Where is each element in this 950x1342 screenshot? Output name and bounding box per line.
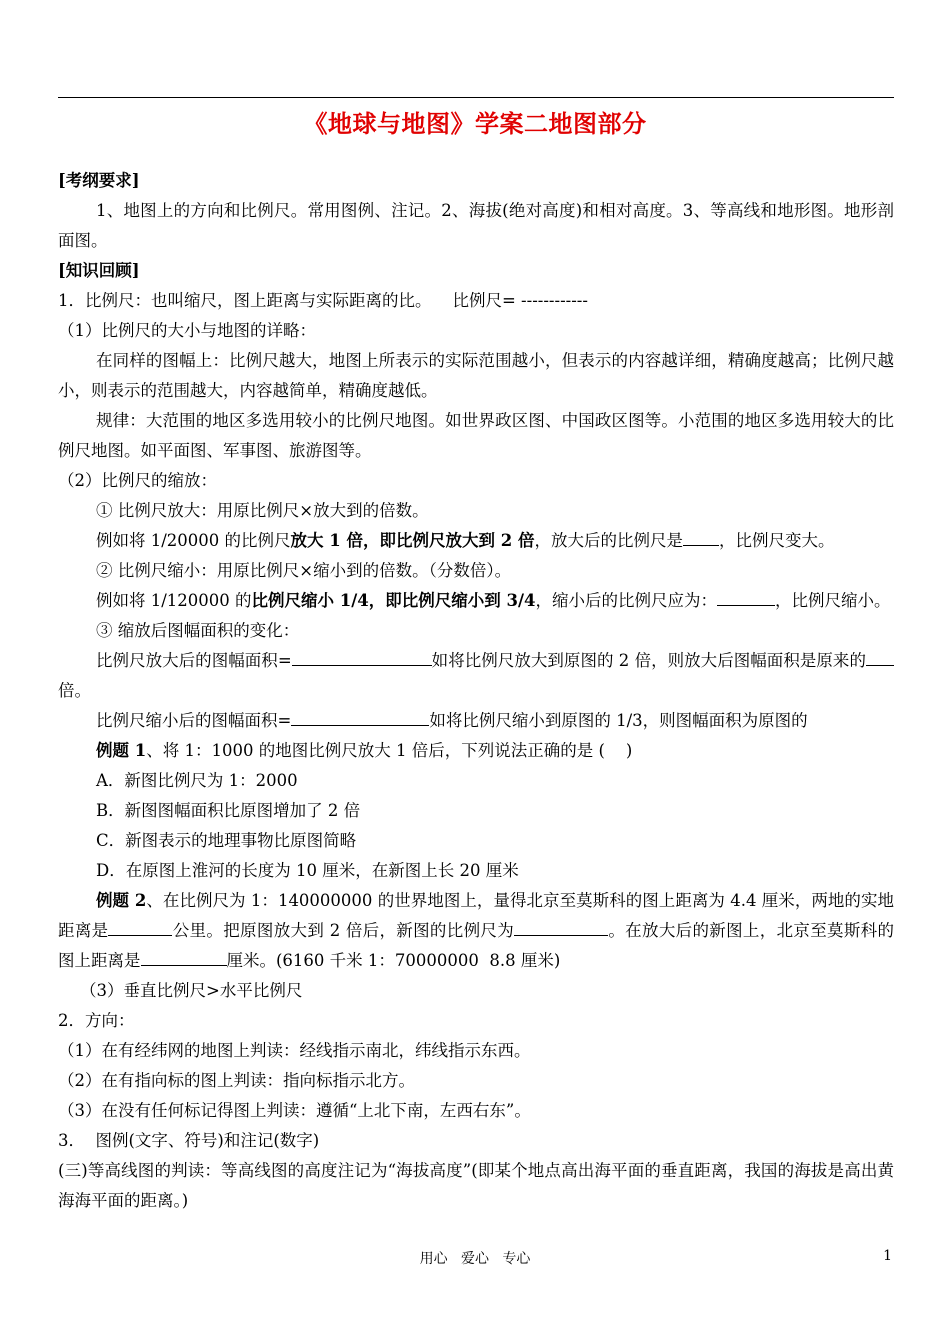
scale-definition: 1．比例尺：也叫缩尺，图上距离与实际距离的比。 比例尺= ------------: [58, 291, 588, 310]
area-reduce-b: 如将比例尺缩小到原图的 1/3，则图幅面积为原图的: [429, 711, 808, 730]
answer-blank[interactable]: [514, 917, 608, 936]
reduce-example-bold: 比例尺缩小 1/4，即比例尺缩小到 3/4: [251, 591, 536, 610]
reduce-example-c: ，缩小后的比例尺应为：: [535, 591, 718, 610]
scale-reduce-text: ② 比例尺缩小：用原比例尺×缩小到的倍数。（分数倍）。: [96, 561, 512, 580]
enlarge-example-a: 例如将 1/20000 的比例尺: [96, 531, 291, 550]
example1-option-d: D．在原图上淮河的长度为 10 厘米，在新图上长 20 厘米: [96, 861, 519, 880]
example2-b: 公里。把原图放大到 2 倍后，新图的比例尺为: [172, 921, 515, 940]
area-enlarge-c: 倍。: [58, 681, 91, 700]
answer-blank[interactable]: [108, 917, 172, 936]
direction-grid: （1）在有经纬网的地图上判读：经线指示南北，纬线指示东西。: [58, 1041, 531, 1060]
example1-label: 例题 1: [96, 741, 147, 760]
answer-blank[interactable]: [291, 707, 429, 726]
example2-question: [58, 886, 894, 976]
scale-rule-text: 规律：大范围的地区多选用较小的比例尺地图。如世界政区图、中国政区图等。小范围的地区多选用较大的比例尺地图。如平面图、军事图、旅游图等。: [58, 411, 894, 460]
contour-text: (三)等高线图的判读：等高线图的高度注记为“海拔高度”(即某个地点高出海平面的垂直距离，我国的海拔是高出黄海海平面的距离。): [58, 1161, 894, 1210]
example1-option-b: B．新图图幅面积比原图增加了 2 倍: [96, 801, 361, 820]
area-reduce-a: 比例尺缩小后的图幅面积=: [96, 711, 292, 730]
example2-label: 例题 2: [96, 891, 147, 910]
requirements-text: 1、地图上的方向和比例尺。常用图例、注记。2、海拔(绝对高度)和相对高度。3、等高线和地形图。地形剖面图。: [58, 201, 894, 250]
reduce-example: [58, 586, 894, 616]
footer-motto: 用心 爱心 专心: [419, 1251, 531, 1267]
review-heading: [知识回顾]: [58, 261, 140, 280]
direction-arrow: （2）在有指向标的图上判读：指向标指示北方。: [58, 1071, 415, 1090]
example1-option-a: A．新图比例尺为 1：2000: [96, 771, 298, 790]
area-enlarge-text: [58, 646, 894, 706]
enlarge-example-bold: 放大 1 倍，即比例尺放大到 2 倍: [290, 531, 535, 550]
vertical-scale-note: （3）垂直比例尺>水平比例尺: [80, 981, 303, 1000]
header-rule: [58, 97, 894, 98]
page-footer: [0, 1248, 950, 1268]
answer-blank[interactable]: [141, 947, 227, 966]
enlarge-example-c: ，放大后的比例尺是: [534, 531, 683, 550]
direction-heading: 2．方向：: [58, 1011, 135, 1030]
page-title: 《地球与地图》学案二地图部分: [303, 109, 647, 138]
example2-c: 。在放大后的新图上，北京至莫斯科的图上距离是: [58, 921, 894, 970]
area-enlarge-b: 如将比例尺放大到原图的 2 倍，则放大后图幅面积是原来的: [431, 651, 866, 670]
enlarge-example: [58, 526, 894, 556]
example2-d: 厘米。(6160 千米 1：70000000 8.8 厘米): [226, 951, 561, 970]
example1-text: 、将 1：1000 的地图比例尺放大 1 倍后，下列说法正确的是 ( ): [146, 741, 633, 760]
requirements-heading: [考纲要求]: [58, 171, 140, 190]
direction-none: （3）在没有任何标记得图上判读：遵循“上北下南，左西右东”。: [58, 1101, 531, 1120]
area-reduce-text: [58, 706, 894, 736]
example2-a: 、在比例尺为 1：140000000 的世界地图上，量得北京至莫斯科的图上距离为 4.4 厘米，两地的实地距离是: [58, 891, 894, 940]
page-number: 1: [883, 1248, 892, 1264]
answer-blank[interactable]: [717, 587, 775, 606]
example1-question: [58, 736, 894, 766]
scale-enlarge-text: ① 比例尺放大：用原比例尺×放大到的倍数。: [96, 501, 429, 520]
area-enlarge-a: 比例尺放大后的图幅面积=: [96, 651, 292, 670]
answer-blank[interactable]: [683, 527, 719, 546]
scale-zoom-heading: （2）比例尺的缩放：: [58, 471, 217, 490]
reduce-example-a: 例如将 1/120000 的: [96, 591, 252, 610]
answer-blank[interactable]: [292, 647, 432, 666]
area-change-heading: ③ 缩放后图幅面积的变化：: [96, 621, 300, 640]
enlarge-example-d: ，比例尺变大。: [719, 531, 835, 550]
scale-detail-heading: （1）比例尺的大小与地图的详略：: [58, 321, 316, 340]
example1-option-c: C．新图表示的地理事物比原图简略: [96, 831, 357, 850]
document-body: [58, 166, 894, 1216]
answer-blank[interactable]: [866, 647, 894, 666]
legend-heading: 3． 图例(文字、符号)和注记(数字): [58, 1131, 320, 1150]
reduce-example-d: ，比例尺缩小。: [775, 591, 891, 610]
scale-detail-text: 在同样的图幅上：比例尺越大，地图上所表示的实际范围越小，但表示的内容越详细，精确度越高；比例尺越小，则表示的范围越大，内容越简单，精确度越低。: [58, 351, 894, 400]
